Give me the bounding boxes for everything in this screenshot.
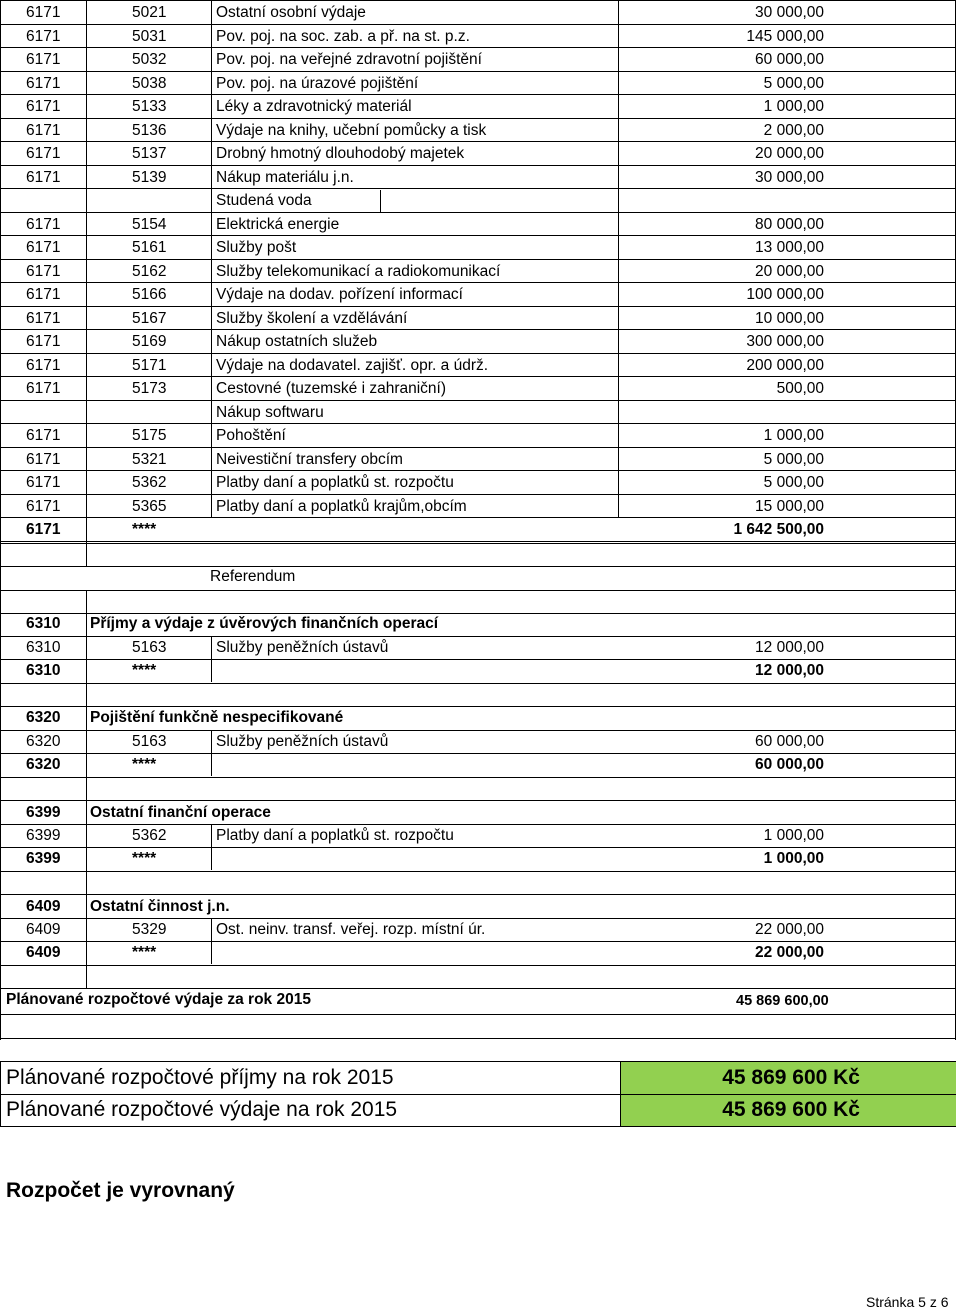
cell-para: 6171 [26,215,61,233]
cell-desc: Ost. neinv. transf. veřej. rozp. místní úr. [216,921,486,938]
table-row [0,495,960,518]
cell-item: 5139 [132,168,167,186]
cell-amount: 500,00 [776,380,824,397]
grid-line [0,470,956,471]
cell-item: 5171 [132,356,167,374]
cell-amount: 5 000,00 [763,450,824,468]
summary-col-divider [620,1061,621,1127]
cell-item: 5362 [132,474,167,491]
cell-para: 6171 [26,286,61,303]
grid-line [0,24,956,25]
table-row [0,213,960,236]
cell-amount: 60 000,00 [755,733,824,750]
page-number: Stránka 5 z 6 [866,1294,949,1310]
grid-line [0,423,956,424]
grid-line [0,141,956,142]
cell-item: 5161 [132,239,167,256]
cell-para: 6171 [26,168,61,186]
cell-para: 6171 [26,309,61,327]
grid-line [86,0,87,566]
total-amount: 12 000,00 [755,662,824,679]
table-row [0,1,960,24]
cell-para: 6171 [26,380,61,397]
summary-income-row [0,1062,956,1094]
planned-expenses-label: Plánované rozpočtové výdaje za rok 2015 [6,991,311,1008]
cell-amount: 15 000,00 [755,497,824,515]
grid-line [0,447,956,448]
section-title: Ostatní finanční operace [90,804,271,821]
grid-line [0,871,956,872]
cell-desc: Platby daní a poplatků krajům,obcím [216,497,467,515]
grid-line [0,894,956,895]
grid-line [211,0,212,518]
total-stars: **** [132,944,157,961]
cell-item: 5173 [132,380,167,397]
table-row [0,189,960,212]
cell-desc: Pov. poj. na soc. zab. a př. na st. p.z. [216,27,470,45]
cell-desc: Pov. poj. na úrazové pojištění [216,74,419,92]
grid-line [0,1014,956,1015]
grid-line [211,824,212,870]
cell-amount: 13 000,00 [755,239,824,256]
grid-line [0,777,956,778]
cell-desc: Elektrická energie [216,215,340,233]
cell-desc: Služby školení a vzdělávání [216,309,408,327]
cell-desc: Nákup ostatních služeb [216,333,378,350]
grid-line [211,636,212,682]
section-header [0,612,960,635]
grid-line [0,353,956,354]
grid-line [0,306,956,307]
cell-amount: 300 000,00 [746,333,824,350]
section-header [0,895,960,918]
grid-line [0,941,956,942]
cell-amount: 1 000,00 [763,827,824,844]
table-row [0,25,960,48]
summary-expense-value: 45 869 600 Kč [722,1098,860,1121]
grid-line [0,918,956,919]
table-total-row [0,518,960,541]
cell-desc: Služby telekomunikací a radiokomunikací [216,262,501,280]
section-title: Pojištění funkčně nespecifikované [90,709,344,726]
table-row [0,636,960,659]
cell-desc: Drobný hmotný dlouhodobý majetek [216,145,465,162]
section-total [0,659,960,682]
cell-para: 6171 [26,427,61,444]
cell-para: 6310 [26,639,61,656]
grid-line [0,118,956,119]
total-stars: **** [132,756,157,773]
section-total [0,753,960,776]
table-row [0,424,960,447]
total-code: 6409 [26,944,61,961]
cell-desc: Výdaje na dodavatel. zajišť. opr. a údrž. [216,356,489,374]
cell-amount: 10 000,00 [755,309,824,327]
cell-para: 6171 [26,121,61,139]
table-row [0,448,960,471]
grid-line [0,590,956,591]
total-amount: 22 000,00 [755,944,824,961]
cell-para: 6171 [26,239,61,256]
grid-line [211,918,212,964]
table-row [0,401,960,424]
total-code: 6320 [26,756,61,773]
cell-item: 5032 [132,51,167,68]
cell-para: 6171 [26,51,61,68]
cell-para: 6171 [26,356,61,374]
cell-amount: 20 000,00 [755,262,824,280]
table-row [0,824,960,847]
table-row [0,730,960,753]
total-stars: **** [132,662,157,679]
total-stars: **** [132,521,157,538]
cell-para: 6320 [26,733,61,750]
cell-amount: 2 000,00 [763,121,824,139]
cell-item: 5021 [132,4,167,21]
grid-line [0,824,956,825]
grid-line [0,636,956,637]
grid-line [0,659,956,660]
cell-amount: 100 000,00 [746,286,824,303]
grid-line [0,706,956,707]
summary-expense-cell [620,1094,956,1126]
cell-desc: Výdaje na knihy, učební pomůcky a tisk [216,121,487,139]
cell-para: 6171 [26,74,61,92]
grid-line [0,47,956,48]
table-row [0,48,960,71]
table-row [0,471,960,494]
cell-para: 6171 [26,333,61,350]
total-amount: 1 000,00 [763,850,824,867]
section-code: 6409 [26,898,61,915]
total-code: 6399 [26,850,61,867]
grid-line [0,800,956,801]
table-row [0,260,960,283]
grid-line [86,590,87,988]
table-row [0,236,960,259]
cell-para: 6171 [26,474,61,491]
cell-para: 6171 [26,262,61,280]
section-header [0,801,960,824]
section-title: Příjmy a výdaje z úvěrových finančních operací [90,615,439,632]
cell-para: 6171 [26,4,61,21]
table-row [0,377,960,400]
grid-line [0,71,956,72]
cell-para: 6171 [26,27,61,45]
section-total [0,847,960,870]
cell-amount: 20 000,00 [755,145,824,162]
cell-amount: 22 000,00 [755,921,824,938]
cell-desc: Nákup softwaru [216,403,324,421]
grid-line [618,0,619,518]
table-row [0,166,960,189]
grid-line [0,753,956,754]
cell-item: 5167 [132,309,167,327]
cell-item: 5038 [132,74,167,92]
grid-line [0,494,956,495]
grid-line [0,517,956,518]
total-stars: **** [132,850,157,867]
cell-amount: 5 000,00 [763,474,824,491]
grid-line [0,235,956,236]
cell-desc: Služby pošt [216,239,297,256]
cell-desc: Cestovné (tuzemské i zahraniční) [216,380,447,397]
cell-para: 6171 [26,145,61,162]
section-code: 6399 [26,804,61,821]
cell-item: 5031 [132,27,167,45]
cell-amount: 1 000,00 [763,427,824,444]
section-code: 6320 [26,709,61,726]
grid-line [0,541,956,542]
grid-line [0,212,956,213]
cell-amount: 30 000,00 [755,4,824,21]
cell-desc: Pov. poj. na veřejné zdravotní pojištění [216,51,482,68]
section-title: Ostatní činnost j.n. [90,898,230,915]
total-code: 6171 [26,521,61,538]
cell-desc: Platby daní a poplatků st. rozpočtu [216,474,454,491]
summary-expense-label: Plánované rozpočtové výdaje na rok 2015 [6,1098,398,1121]
summary-income-cell [620,1062,956,1094]
cell-amount: 1 000,00 [763,98,824,115]
cell-desc: Ostatní osobní výdaje [216,4,366,21]
grid-line [0,259,956,260]
total-code: 6310 [26,662,61,679]
table-row [0,283,960,306]
cell-item: 5166 [132,286,167,303]
grid-line [211,730,212,776]
section-header [0,706,960,729]
cell-item: 5362 [132,827,167,844]
summary-expense-row [0,1094,956,1126]
grid-line [0,543,956,544]
total-amount: 1 642 500,00 [733,521,824,538]
grid-line [380,190,381,213]
cell-item: 5137 [132,145,167,162]
grid-line [0,1038,956,1039]
cell-amount: 5 000,00 [763,74,824,92]
cell-amount: 30 000,00 [755,168,824,186]
table-row [0,354,960,377]
cell-item: 5329 [132,921,167,938]
grid-line [0,329,956,330]
cell-para: 6399 [26,827,61,844]
cell-item: 5163 [132,733,167,750]
cell-item: 5169 [132,333,167,350]
cell-desc: Služby peněžních ústavů [216,639,389,656]
grid-line [0,566,956,567]
grid-line [0,613,956,614]
cell-item: 5163 [132,639,167,656]
cell-desc: Léky a zdravotnický materiál [216,98,412,115]
grid-line [0,188,956,189]
summary-divider [0,1094,956,1095]
balanced-note: Rozpočet je vyrovnaný [6,1179,235,1202]
cell-item: 5321 [132,450,167,468]
cell-desc: Nákup materiálu j.n. [216,168,354,186]
section-total [0,941,960,964]
cell-item: 5136 [132,121,167,139]
cell-desc: Neivestiční transfery obcím [216,450,403,468]
cell-para: 6409 [26,921,61,938]
referendum-label: Referendum [210,568,296,585]
grid-line [0,282,956,283]
cell-item: 5133 [132,98,167,115]
cell-desc: Služby peněžních ústavů [216,733,389,750]
grid-line [0,165,956,166]
cell-desc: Studená voda [216,192,312,209]
grid-line [0,94,956,95]
cell-para: 6171 [26,98,61,115]
cell-item: 5365 [132,497,167,515]
cell-desc: Platby daní a poplatků st. rozpočtu [216,827,454,844]
summary-income-value: 45 869 600 Kč [722,1066,860,1089]
cell-desc: Výdaje na dodav. pořízení informací [216,286,463,303]
grid-line [0,376,956,377]
cell-item: 5175 [132,427,167,444]
table-row [0,119,960,142]
cell-amount: 60 000,00 [755,51,824,68]
grid-line [0,988,956,989]
table-row [0,95,960,118]
table-row [0,330,960,353]
grid-line [0,847,956,848]
grid-line [0,400,956,401]
total-amount: 60 000,00 [755,756,824,773]
grid-line [0,965,956,966]
grid-line [0,0,956,1]
grid-line [0,730,956,731]
cell-desc: Pohoštění [216,427,286,444]
cell-amount: 12 000,00 [755,639,824,656]
cell-item: 5154 [132,215,167,233]
table-row [0,307,960,330]
cell-item: 5162 [132,262,167,280]
section-code: 6310 [26,615,61,632]
cell-amount: 145 000,00 [746,27,824,45]
summary-income-label: Plánované rozpočtové příjmy na rok 2015 [6,1066,394,1089]
cell-para: 6171 [26,450,61,468]
cell-para: 6171 [26,497,61,515]
cell-amount: 80 000,00 [755,215,824,233]
cell-amount: 200 000,00 [746,356,824,374]
table-row [0,918,960,941]
planned-expenses-value: 45 869 600,00 [736,993,829,1009]
table-row [0,72,960,95]
grid-line [0,683,956,684]
table-row [0,142,960,165]
